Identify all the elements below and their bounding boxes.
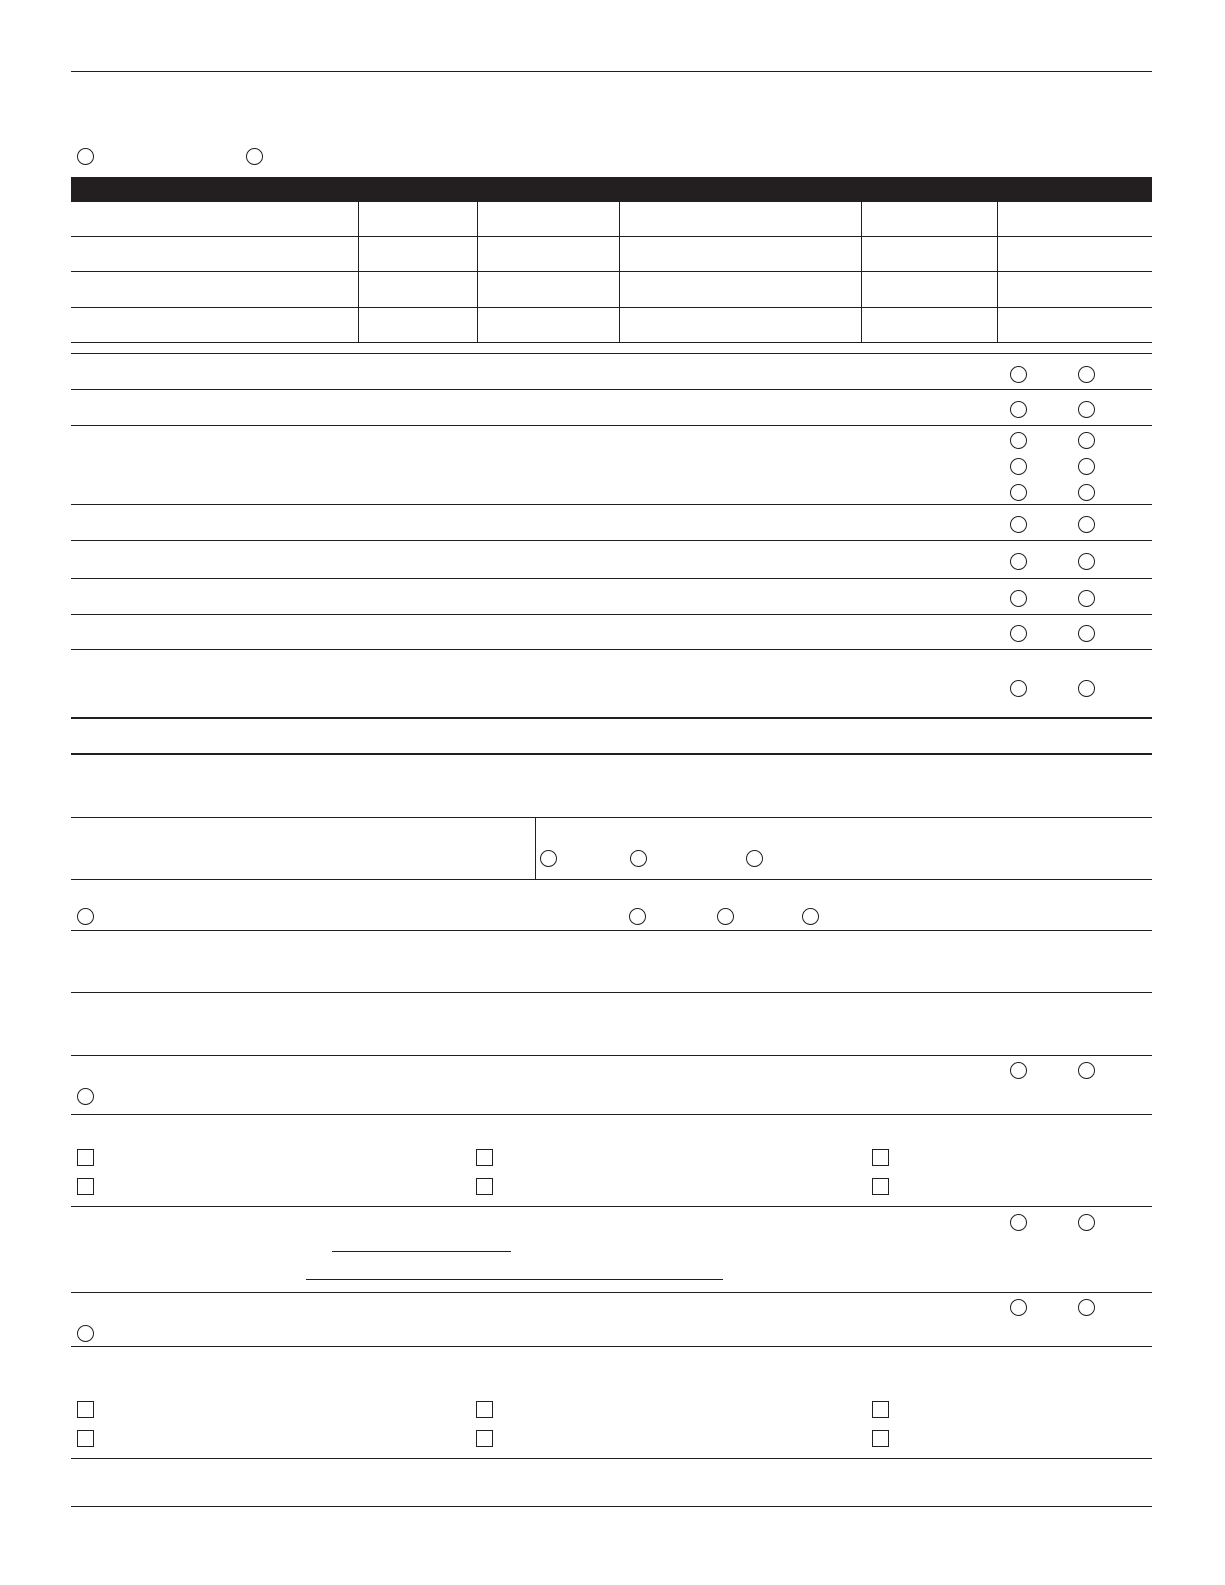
field-b-option-2-radio[interactable]	[630, 850, 647, 867]
field-b-option-1-radio[interactable]	[540, 850, 557, 867]
row-option-right-2-radio[interactable]	[717, 908, 734, 925]
question-3b-yes-radio[interactable]	[1010, 458, 1027, 475]
group-one-checkbox-6[interactable]	[872, 1178, 889, 1195]
question-divider-3	[71, 504, 1152, 505]
row-option-right-1-radio[interactable]	[629, 908, 646, 925]
group-two-checkbox-5[interactable]	[476, 1430, 493, 1447]
question-8-yes-radio[interactable]	[1010, 680, 1027, 697]
group-one-checkbox-3[interactable]	[872, 1149, 889, 1166]
question-4-yes-radio[interactable]	[1010, 516, 1027, 533]
question-f-fill-line-2[interactable]	[306, 1279, 723, 1280]
question-5-no-radio[interactable]	[1078, 553, 1095, 570]
row-option-left-radio[interactable]	[77, 908, 94, 925]
section-header-band	[71, 177, 1152, 202]
question-7-no-radio[interactable]	[1078, 625, 1095, 642]
group-two-checkbox-4[interactable]	[77, 1430, 94, 1447]
table-col-divider-3	[619, 202, 620, 342]
group-two-checkbox-2[interactable]	[476, 1401, 493, 1418]
details-divider-9	[71, 1346, 1152, 1347]
bottom-rule	[71, 1506, 1152, 1507]
selection-radio-1[interactable]	[77, 148, 94, 165]
details-split-divider	[535, 817, 536, 879]
question-4-no-radio[interactable]	[1078, 516, 1095, 533]
table-col-divider-4	[861, 202, 862, 342]
question-e-yes-radio[interactable]	[1010, 1062, 1027, 1079]
group-one-checkbox-5[interactable]	[476, 1178, 493, 1195]
field-b-option-3-radio[interactable]	[746, 850, 763, 867]
question-2-no-radio[interactable]	[1078, 401, 1095, 418]
question-divider-6	[71, 614, 1152, 615]
details-divider-3	[71, 930, 1152, 931]
question-1-no-radio[interactable]	[1078, 366, 1095, 383]
questions-top-rule	[71, 353, 1152, 354]
table-col-divider-2	[477, 202, 478, 342]
section-divider-top	[71, 717, 1152, 719]
details-divider-5	[71, 1055, 1152, 1056]
question-e-no-radio[interactable]	[1078, 1062, 1095, 1079]
question-g-option-radio[interactable]	[77, 1325, 94, 1342]
details-divider-10	[71, 1458, 1152, 1459]
row-option-right-3-radio[interactable]	[802, 908, 819, 925]
group-one-checkbox-4[interactable]	[77, 1178, 94, 1195]
selection-radio-2[interactable]	[246, 148, 263, 165]
question-6-no-radio[interactable]	[1078, 590, 1095, 607]
details-divider-7	[71, 1206, 1152, 1207]
question-7-yes-radio[interactable]	[1010, 625, 1027, 642]
section-divider-bottom	[71, 753, 1152, 755]
question-2-yes-radio[interactable]	[1010, 401, 1027, 418]
details-divider-4	[71, 992, 1152, 993]
group-one-checkbox-1[interactable]	[77, 1149, 94, 1166]
question-8-no-radio[interactable]	[1078, 680, 1095, 697]
question-divider-4	[71, 540, 1152, 541]
top-rule	[71, 71, 1152, 72]
table-row-line-1	[71, 236, 1152, 237]
question-f-no-radio[interactable]	[1078, 1214, 1095, 1231]
group-one-checkbox-2[interactable]	[476, 1149, 493, 1166]
table-row-line-4	[71, 342, 1152, 343]
table-row-line-3	[71, 307, 1152, 308]
group-two-checkbox-3[interactable]	[872, 1401, 889, 1418]
table-col-divider-5	[997, 202, 998, 342]
question-f-yes-radio[interactable]	[1010, 1214, 1027, 1231]
question-divider-7	[71, 649, 1152, 650]
question-e-option-radio[interactable]	[77, 1088, 94, 1105]
group-two-checkbox-1[interactable]	[77, 1401, 94, 1418]
question-g-no-radio[interactable]	[1078, 1299, 1095, 1316]
details-divider-2	[71, 879, 1152, 880]
question-3c-no-radio[interactable]	[1078, 484, 1095, 501]
question-f-fill-line-1[interactable]	[332, 1251, 511, 1252]
details-divider-6	[71, 1114, 1152, 1115]
question-5-yes-radio[interactable]	[1010, 553, 1027, 570]
question-divider-1	[71, 389, 1152, 390]
group-two-checkbox-6[interactable]	[872, 1430, 889, 1447]
question-divider-5	[71, 578, 1152, 579]
question-1-yes-radio[interactable]	[1010, 366, 1027, 383]
question-3a-yes-radio[interactable]	[1010, 432, 1027, 449]
question-6-yes-radio[interactable]	[1010, 590, 1027, 607]
table-col-divider-1	[358, 202, 359, 342]
details-divider-1	[71, 817, 1152, 818]
question-3c-yes-radio[interactable]	[1010, 484, 1027, 501]
question-3b-no-radio[interactable]	[1078, 458, 1095, 475]
details-divider-8	[71, 1292, 1152, 1293]
question-3a-no-radio[interactable]	[1078, 432, 1095, 449]
table-row-line-2	[71, 271, 1152, 272]
question-g-yes-radio[interactable]	[1010, 1299, 1027, 1316]
question-divider-2	[71, 425, 1152, 426]
